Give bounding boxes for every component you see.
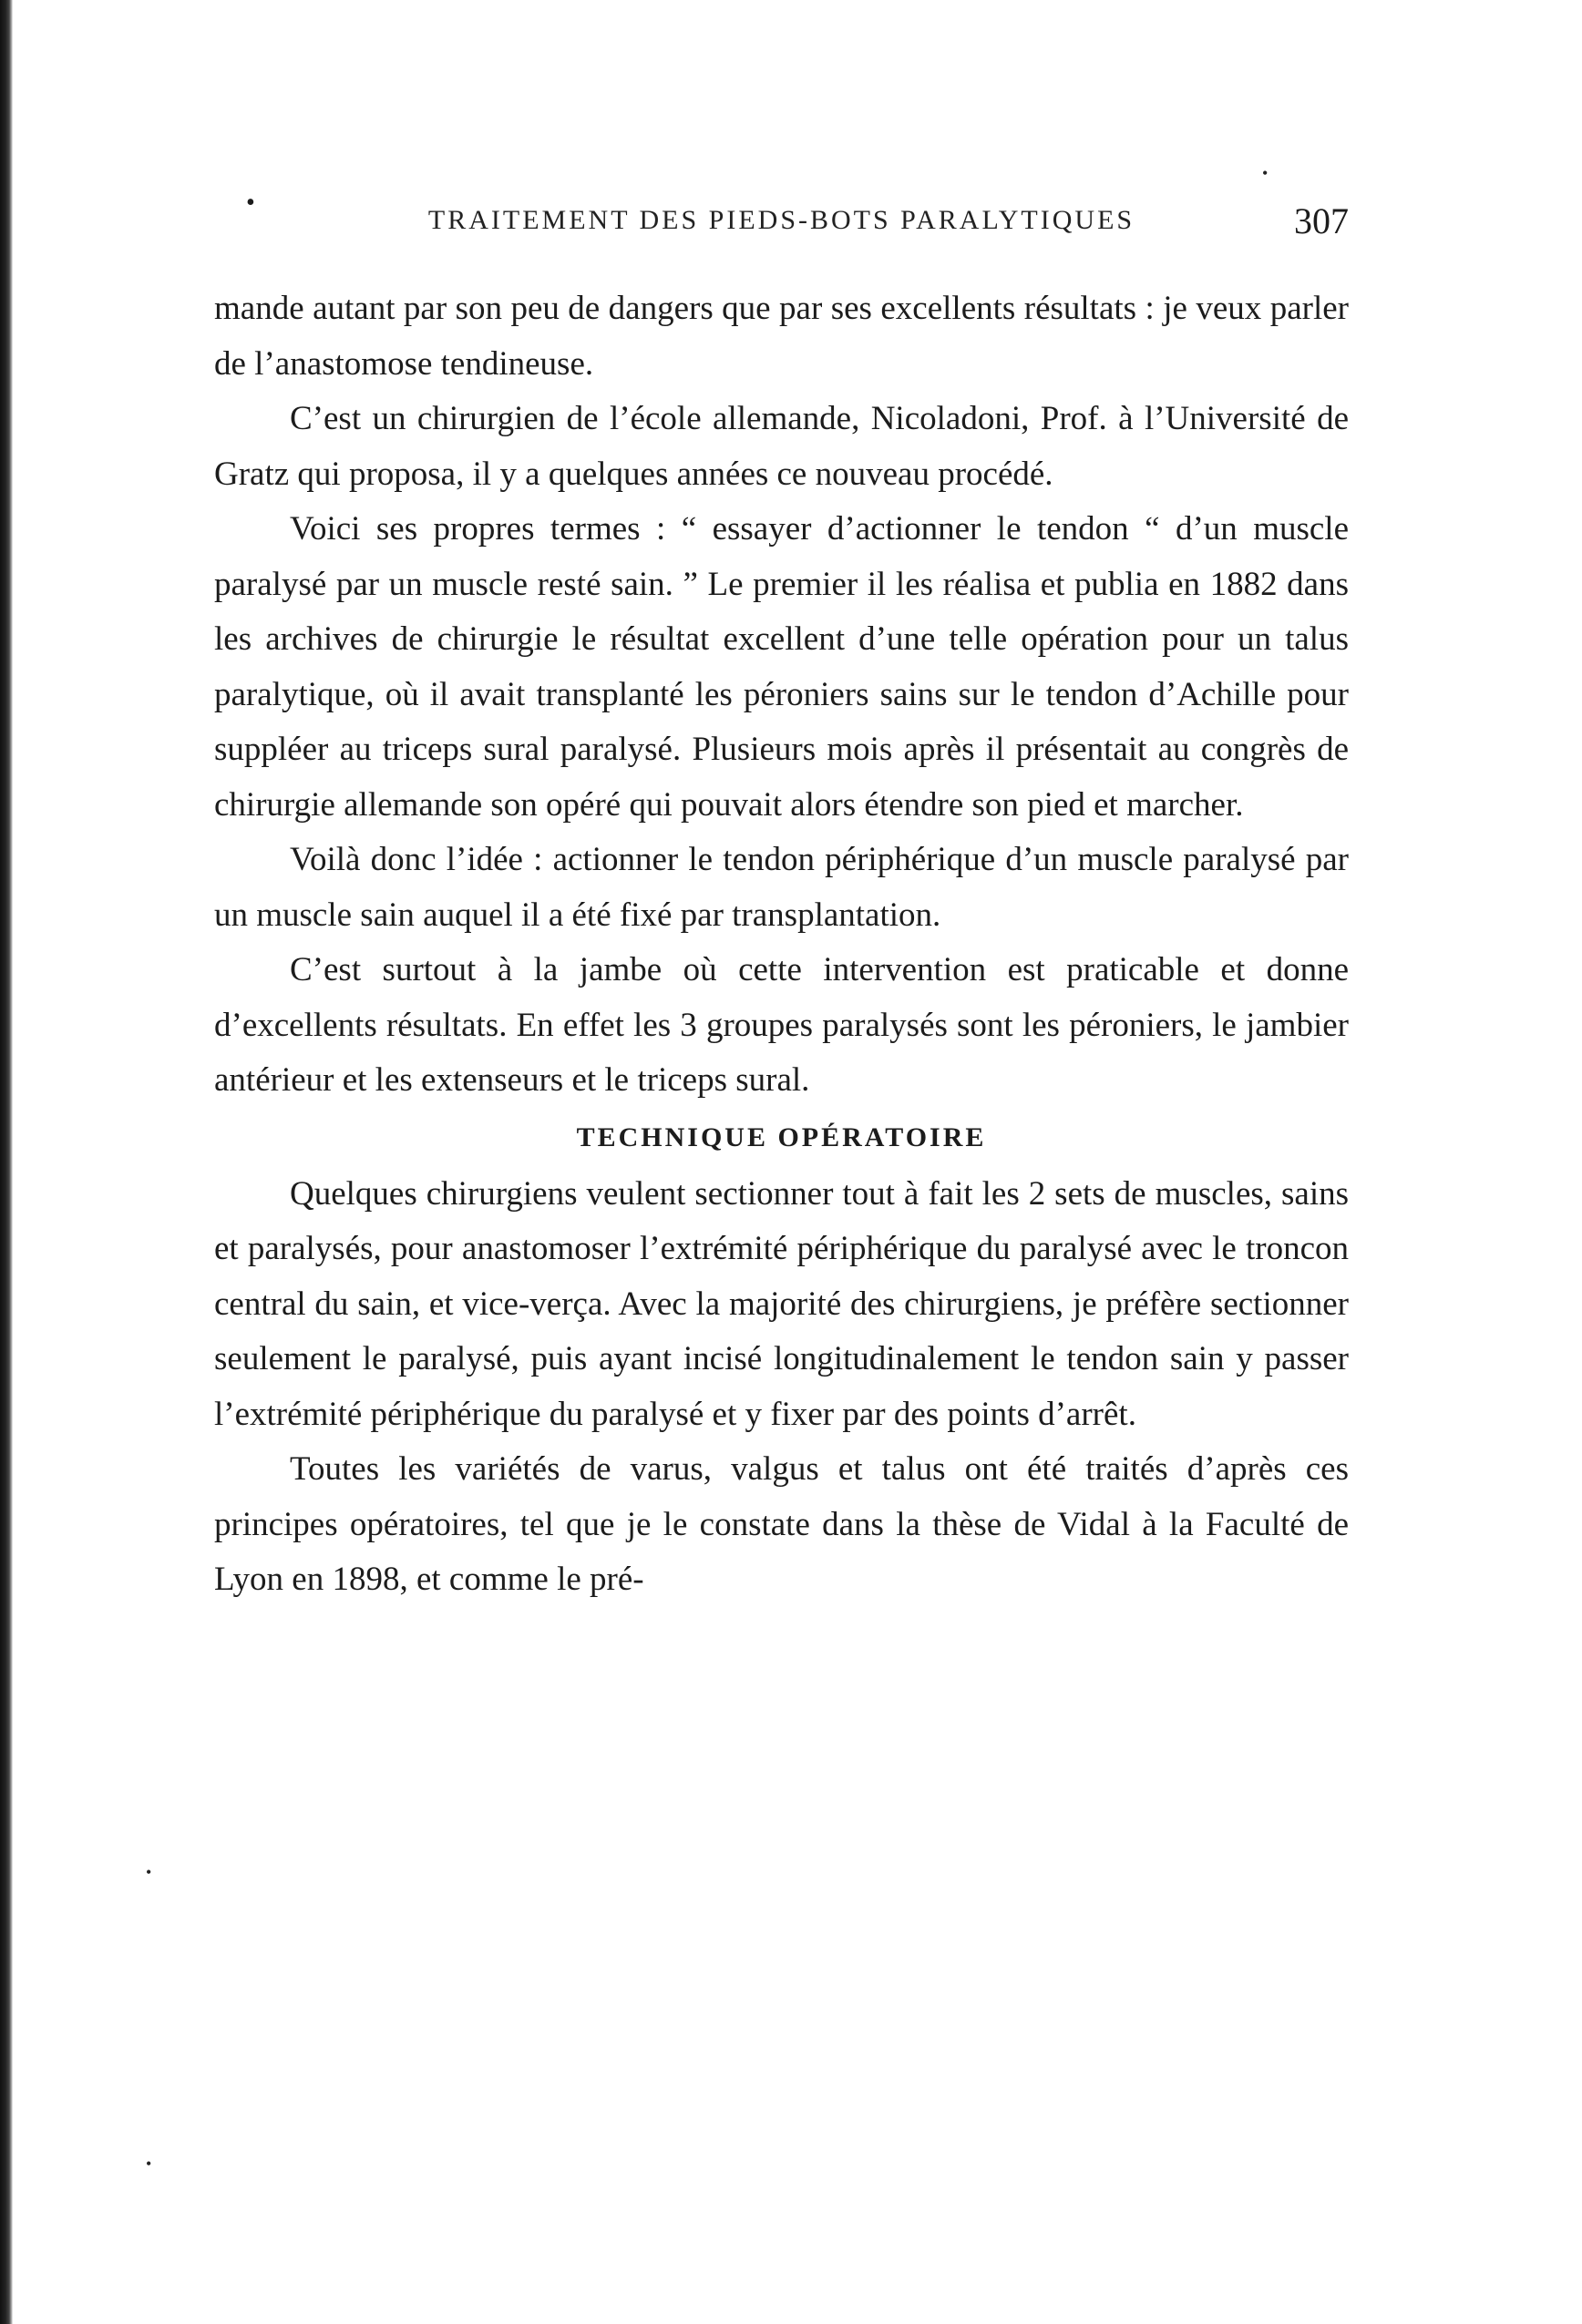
book-page bbox=[214, 189, 1349, 1608]
stray-mark-icon: • bbox=[1262, 164, 1269, 182]
section-heading: TECHNIQUE OPÉRATOIRE bbox=[576, 1121, 987, 1152]
stray-mark-icon: • bbox=[146, 1863, 152, 1881]
paragraph-5: C’est surtout à la jambe où cette intervention est praticable et donne d’excellents résultats. En effet les 3 groupes paralysés sont les péroniers, le jambier antérieur et les extenseurs et le triceps sural. bbox=[214, 951, 1349, 1099]
running-head bbox=[214, 189, 1349, 251]
paragraph-3: Voici ses propres termes : “ essayer d’actionner le tendon “ d’un muscle paralysé par un muscle resté sain. ” Le premier il les réalisa et publia en 1882 dans les archives de chirurgie le résultat excellent d’une telle opération pour un talus paralytique, où il avait transplanté les péroniers sains sur le tendon d’Achille pour suppléer au triceps sural paralysé. Plusieurs mois après il présentait au congrès de chirurgie allemande son opéré qui pouvait alors étendre son pied et marcher. bbox=[214, 510, 1349, 824]
body-text bbox=[214, 282, 1349, 1608]
page-number: 307 bbox=[1294, 200, 1349, 241]
paragraph-7: Toutes les variétés de varus, valgus et talus ont été traités d’après ces principes opératoires, tel que je le constate dans la thèse de Vidal à la Faculté de Lyon en 1898, et comme le pré- bbox=[214, 1450, 1349, 1598]
stray-mark-icon: • bbox=[146, 2155, 152, 2173]
running-title: TRAITEMENT DES PIEDS-BOTS PARALYTIQUES bbox=[427, 205, 1135, 235]
paragraph-6: Quelques chirurgiens veulent sectionner tout à fait les 2 sets de muscles, sains et paralysés, pour anastomoser l’extrémité périphérique du paralysé avec le troncon central du sain, et vice-verça. Avec la majorité des chirurgiens, je préfère sectionner seulement le paralysé, puis ayant incisé longitudinalement le tendon sain y passer l’extrémité périphérique du paralysé et y fixer par des points d’arrêt. bbox=[214, 1174, 1349, 1433]
paragraph-2: C’est un chirurgien de l’école allemande, Nicoladoni, Prof. à l’Université de Gratz qui proposa, il y a quelques années ce nouveau procédé. bbox=[214, 400, 1349, 493]
paragraph-1: mande autant par son peu de dangers que par ses excellents résultats : je veux parler de l’anastomose tendineuse. bbox=[214, 290, 1349, 383]
binding-edge bbox=[0, 0, 13, 2324]
bullet-mark-icon: • bbox=[246, 189, 255, 217]
paragraph-4: Voilà donc l’idée : actionner le tendon périphérique d’un muscle paralysé par un muscle sain auquel il a été fixé par transplantation. bbox=[214, 841, 1349, 934]
